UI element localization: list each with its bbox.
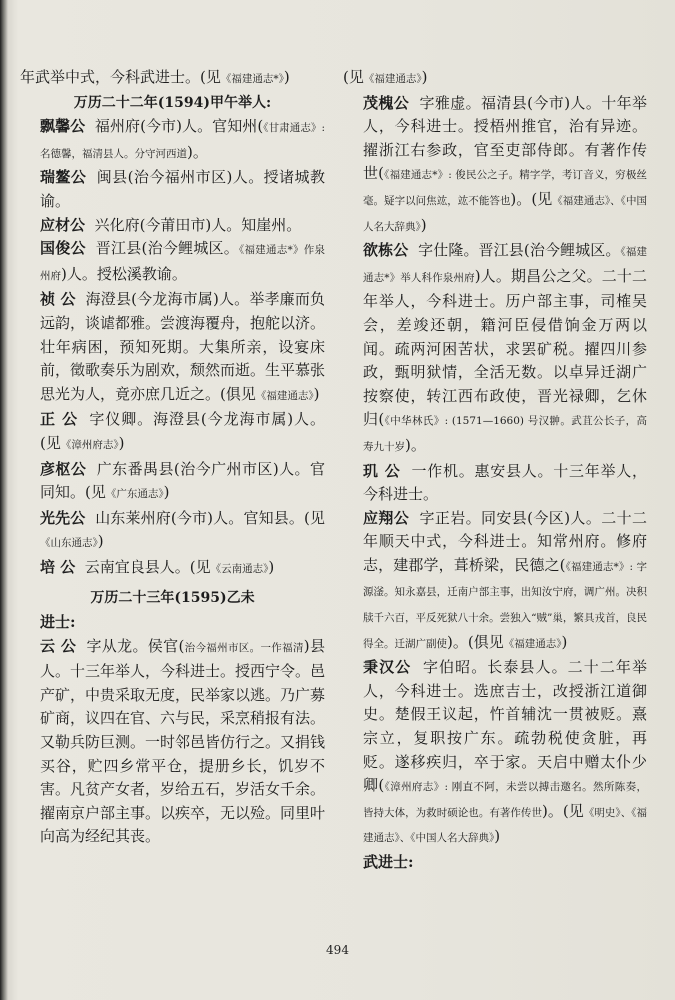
entry: 秉汉公 字伯昭。长泰县人。二十二年举人，今科进士。选庶吉士，改授浙江道御史。楚假王议起，忤首辅沈一贯被贬。熹宗立，复职按广东。疏勃税使贪脏，再贬。遂移疾归，卒于家。天启中赠太仆少卿(《漳州府志》: 刚直不阿，未尝以搏击邀名。然所陈奏，皆持大体，为救时硕论也。有著作传世)。(见《明史》、《福建通志》、《中国人名大辞典》) bbox=[363, 658, 648, 846]
entry-name: 飘馨公 bbox=[40, 117, 86, 136]
source-citation: 《云南通志》 bbox=[210, 562, 269, 575]
source-citation: 《山东通志》 bbox=[40, 537, 98, 550]
entry: 茂槐公 字雅虚。福清县(今市)人。十年举人，今科进士。授梧州推官，治有异迹。擢浙江右参政，官至吏部侍郎。有著作传世(《福建通志*》: 俊民公之子。精字学，考订音义，穷极丝毫。疑字以问焦竑，竑不能答也)。(见《福建通志》、《中国人名大辞典》) bbox=[363, 93, 647, 234]
left-column bbox=[20, 66, 325, 849]
entry-name: 茂槐公 bbox=[363, 93, 410, 112]
entry: 正 公 字仪卿。海澄县(今龙海市属)人。(见《漳州府志》) bbox=[40, 410, 325, 452]
source-note: 《中华林氏》: (1571—1660) 号汉翀。武苴公长子，高寿九十岁 bbox=[363, 415, 647, 453]
entry-name: 应材公 bbox=[40, 215, 86, 234]
entry-name: 光先公 bbox=[40, 508, 86, 527]
right-column bbox=[343, 66, 647, 875]
entry-name: 祯 公 bbox=[40, 290, 76, 309]
source-citation: 《明史》、《福建通志》、《中国人名大辞典》 bbox=[363, 806, 648, 845]
entry: 培 公 云南宜良县人。(见《云南通志》) bbox=[40, 557, 275, 576]
entry: 飘馨公 福州府(今市)人。官知州(《甘肃通志》: 名德馨，福清县人。分守河西道)。 bbox=[40, 117, 325, 161]
source-note: 《福建通志*》: 俊民公之子。精字学，考订音义，穷极丝毫。疑字以问焦竑，竑不能答也 bbox=[363, 169, 647, 207]
source-note: 《甘肃通志》: 名德馨，福清县人。分守河西道 bbox=[40, 122, 325, 160]
entry: 应材公 兴化府(今莆田市)人。知崖州。 bbox=[40, 215, 302, 234]
entry: 云 公 字从龙。侯官(治今福州市区。一作福清)县人。十三年举人，今科进士。授西宁令。邑产矿，中贵采取无度，民举家以逃。乃广募矿商，议四在官、六与民，采烹稍报有法。又勒兵防巨测。一时邻邑皆仿行之。又捐钱买谷，贮四乡常平仓，提册乡长，饥岁不害。凡贫产女者，岁给五石，岁活女千余。擢南京户部主事。以疾卒，无以殓。同里叶向高为经纪其丧。 bbox=[40, 636, 326, 846]
source-citation: 《福建通志》、《中国人名大辞典》 bbox=[363, 194, 647, 233]
entry-name: 欲栋公 bbox=[363, 241, 409, 260]
section-heading: 武进士: bbox=[363, 853, 414, 871]
entry-name: 彦枢公 bbox=[40, 459, 87, 478]
source-note: 《福建通志*》: 字源滏。知永嘉县，迁南户部主事，出知汝宁府，调广州。决积牍千六百，平反死狱八十余。尝独入“贼”巢，繁具戎首，良民得全。迁湖广副使 bbox=[363, 560, 648, 650]
source-note: 《福建通志*》举人科作泉州府 bbox=[363, 246, 647, 284]
entry-name: 玑 公 bbox=[363, 461, 401, 480]
entry: 国俊公 晋江县(治今鲤城区。《福建通志*》作泉州府)人。授松溪教谕。 bbox=[40, 239, 325, 283]
subsection-heading: 进士: bbox=[40, 613, 76, 632]
source-citation: 《福建通志*》 bbox=[220, 73, 284, 85]
entry: 应翔公 字正岩。同安县(今区)人。二十二年顺天中式，今科进士。知常州府。修府志，建郡学，葺桥梁，民德之(《福建通志*》: 字源滏。知永嘉县，迁南户部主事，出知汝宁府，调广州。决积牍千六百，平反死狱八十余。尝独入“贼”巢，繁具戎首，良民得全。迁湖广副使)。(俱见《福建通志》) bbox=[363, 508, 648, 651]
entry-name: 秉汉公 bbox=[363, 658, 412, 677]
section-heading: 万历二十三年(1595)乙未 bbox=[90, 590, 255, 607]
entry-name: 国俊公 bbox=[40, 239, 86, 258]
entry: 瑞鳌公 闽县(治今福州市区)人。授诸城教谕。 bbox=[40, 168, 325, 210]
entry: 光先公 山东莱州府(今市)人。官知县。(见《山东通志》) bbox=[40, 508, 325, 551]
page-number: 494 bbox=[326, 943, 349, 957]
source-citation: 《广东通志》 bbox=[105, 488, 164, 501]
section-heading: 万历二十二年(1594)甲午举人: bbox=[73, 94, 272, 111]
entry: 彦枢公 广东番禺县(治今广州市区)人。官同知。(见《广东通志》) bbox=[40, 459, 325, 502]
source-citation: 《福建通志》 bbox=[363, 73, 422, 85]
source-note: 治今福州市区。一作福清 bbox=[184, 641, 304, 654]
source-note: 《福建通志*》作泉州府 bbox=[40, 244, 325, 282]
entry-name: 云 公 bbox=[40, 636, 77, 655]
entry: 玑 公 一作机。惠安县人。十三年举人，今科进士。 bbox=[363, 461, 647, 504]
source-citation: 《漳州府志》 bbox=[60, 438, 119, 451]
entry-name: 应翔公 bbox=[363, 508, 410, 527]
entry: 祯 公 海澄县(今龙海市属)人。举孝廉而负远韵，谈谑都雅。尝渡海覆舟，抱舵以济。壮年病困，预知死期。大集所亲，设宴床前，徵歌奏乐为剧欢，颓然而逝。生平慕张思光为人，竟亦庶几近之。(俱见《福建通志》) bbox=[40, 290, 326, 403]
paragraph: (见《福建通志》) bbox=[343, 68, 428, 86]
source-note: 《漳州府志》: 刚直不阿，未尝以搏击邀名。然所陈奏，皆持大体，为救时硕论也。有著作传世 bbox=[363, 781, 647, 819]
source-citation: 《福建通志》 bbox=[255, 389, 314, 402]
entry-name: 正 公 bbox=[40, 410, 78, 429]
source-citation: 《福建通志》 bbox=[503, 637, 562, 650]
paragraph: 年武举中式，今科武进士。(见《福建通志*》) bbox=[20, 68, 290, 86]
entry: 欲栋公 字仕隆。晋江县(治今鲤城区。《福建通志*》举人科作泉州府)人。期昌公之父。二十二年举人，今科进士。历户部主事，司榷吴会，差竣还朝，籍河臣侵借饷金万两以闻。疏两河困苦状，求罢矿税。擢四川参政，甄明狱情，全活无数。以卓异迁湖广按察使，转江西布政使，晋光禄卿，乞休归(《中华林氏》: (1571—1660) 号汉翀。武苴公长子，高寿九十岁)。 bbox=[363, 241, 648, 454]
entry-name: 瑞鳌公 bbox=[40, 168, 87, 187]
entry-name: 培 公 bbox=[40, 557, 76, 576]
